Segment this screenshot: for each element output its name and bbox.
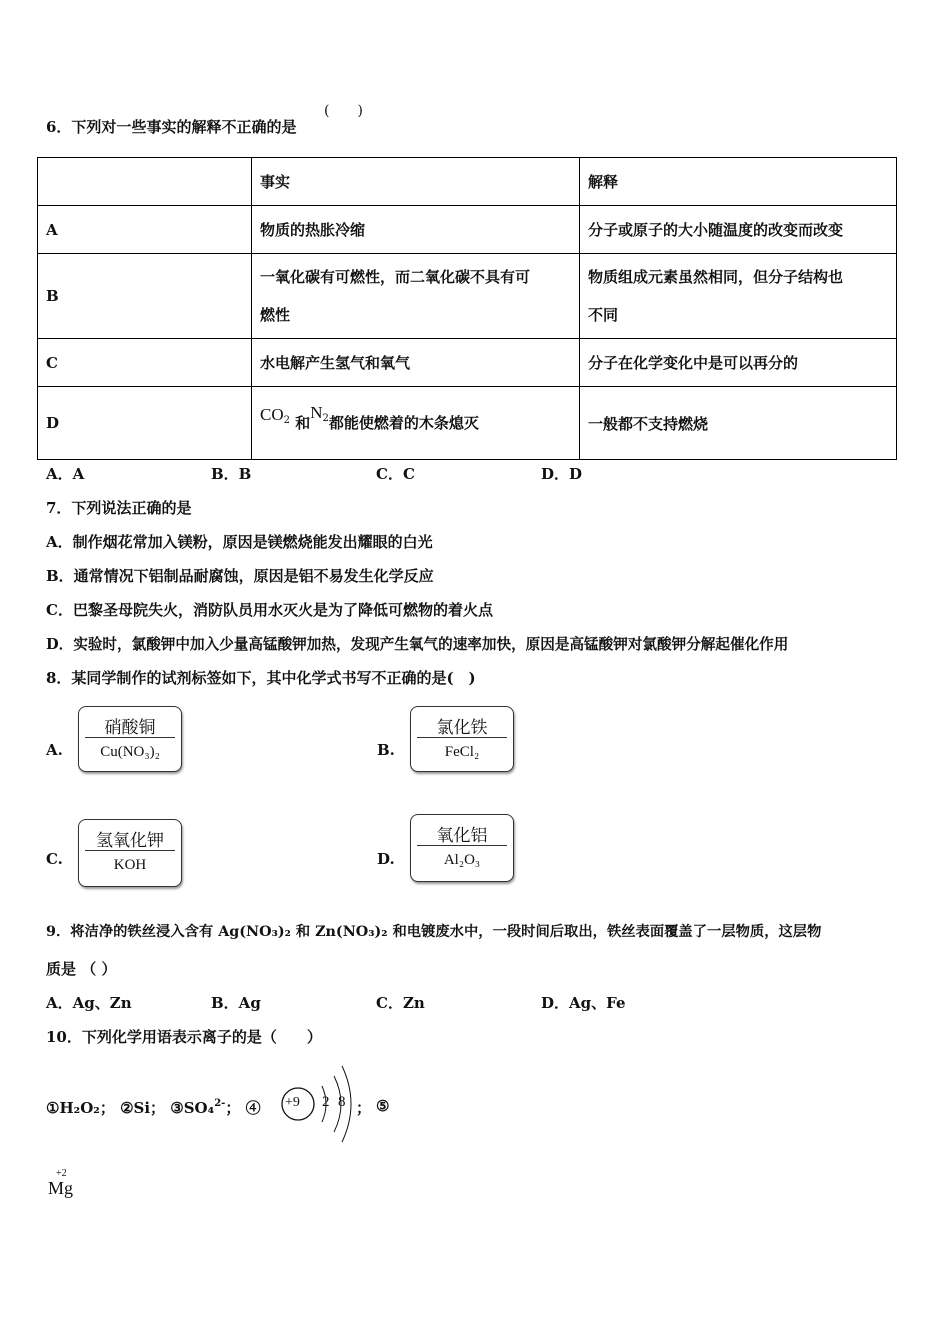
item-4-separator: ；: [356, 1099, 372, 1117]
table-header-row: [38, 158, 897, 206]
label-name: 氯化铁: [417, 707, 507, 738]
q9-option-d: D．Ag、Fe: [541, 994, 626, 1012]
table-row: [38, 254, 897, 339]
q10-items: [46, 1097, 261, 1118]
label-formula: Al₂O₃: [443, 852, 481, 868]
item-3: ③SO₄$^{2-}$；: [170, 1098, 241, 1117]
q6-option-b: B．B: [211, 465, 252, 483]
row-fact: 水电解产生氢气和氧气: [252, 339, 580, 387]
label-formula: FeCl₂: [444, 744, 480, 760]
mg-charge: +2: [56, 1168, 67, 1179]
q9-text-line1: 9．将洁净的铁丝浸入含有 Ag(NO₃)₂ 和 Zn(NO₃)₂ 和电镀废水中，一段时间后取出，铁丝表面覆盖了一层物质，这层物: [46, 924, 822, 940]
header-cell-explain: 解释: [580, 158, 897, 206]
row-key: A: [38, 206, 252, 254]
item-4-label: ④: [245, 1099, 261, 1117]
row-fact: 物质的热胀冷缩: [252, 206, 580, 254]
row-explain: 分子在化学变化中是可以再分的: [580, 339, 897, 387]
label-name: 氢氧化钾: [85, 820, 175, 851]
q6-title: 6．下列对一些事实的解释不正确的是: [46, 118, 297, 136]
q9-text-line2: 质是 （ ）: [46, 960, 117, 978]
q6-option-c: C．C: [376, 465, 415, 483]
label-option-c: C.: [46, 850, 63, 868]
row-explain: 物质组成元素虽然相同，但分子结构也 不同: [580, 254, 897, 339]
reagent-label-a: [78, 706, 182, 772]
row-fact: 一氧化碳有可燃性，而二氧化碳不具有可 燃性: [252, 254, 580, 339]
mg-symbol: Mg: [48, 1178, 74, 1198]
label-option-d: D.: [377, 850, 395, 868]
table-row: [38, 339, 897, 387]
q6-table: [37, 157, 897, 460]
q9-option-a: A．Ag、Zn: [46, 994, 132, 1012]
label-formula: KOH: [113, 857, 147, 873]
row-key: D: [38, 387, 252, 460]
q6-answer-paren: ( ): [324, 103, 363, 119]
reagent-label-c: [78, 819, 182, 887]
shell-2-electrons: 8: [338, 1094, 346, 1110]
item-5-label: ⑤: [376, 1097, 390, 1115]
nucleus-charge: +9: [285, 1095, 300, 1110]
table-row: [38, 206, 897, 254]
shell-1-electrons: 2: [322, 1094, 330, 1110]
header-cell-blank: [38, 158, 252, 206]
q9-option-b: B．Ag: [211, 994, 261, 1012]
q7-option-a: A．制作烟花常加入镁粉，原因是镁燃烧能发出耀眼的白光: [46, 533, 433, 551]
q7-option-c: C．巴黎圣母院失火，消防队员用水灭火是为了降低可燃物的着火点: [46, 601, 493, 619]
q6-option-d: D．D: [541, 465, 583, 483]
q7-option-b: B．通常情况下铝制品耐腐蚀，原因是铝不易发生化学反应: [46, 567, 434, 585]
q7-title: 7．下列说法正确的是: [46, 499, 192, 517]
row-key: B: [38, 254, 252, 339]
reagent-label-b: [410, 706, 514, 772]
label-name: 氧化铝: [417, 815, 507, 846]
row-key: C: [38, 339, 252, 387]
label-formula: Cu(NO₃)₂: [100, 744, 160, 760]
row-fact: $CO^2$ 和$N^2$都能使燃着的木条熄灭: [252, 387, 580, 460]
label-name: 硝酸铜: [85, 707, 175, 738]
q8-title: 8．某同学制作的试剂标签如下，其中化学式书写不正确的是( ): [46, 669, 476, 687]
q6-option-a: A．A: [46, 465, 85, 483]
q9-option-c: C．Zn: [376, 994, 425, 1012]
q7-option-d: D．实验时，氯酸钾中加入少量高锰酸钾加热，发现产生氧气的速率加快，原因是高锰酸钾对氯酸钾分解起催化作用: [46, 636, 789, 653]
row-explain: 一般都不支持燃烧: [580, 387, 897, 460]
label-option-b: B.: [377, 741, 395, 759]
row-explain: 分子或原子的大小随温度的改变而改变: [580, 206, 897, 254]
table-row: [38, 387, 897, 460]
q10-title: 10．下列化学用语表示离子的是（ ）: [46, 1028, 322, 1046]
label-option-a: A.: [46, 741, 63, 759]
header-cell-fact: 事实: [252, 158, 580, 206]
item-1: ①H₂O₂；: [46, 1099, 115, 1117]
reagent-label-d: [410, 814, 514, 882]
item-2: ②Si；: [120, 1099, 166, 1117]
